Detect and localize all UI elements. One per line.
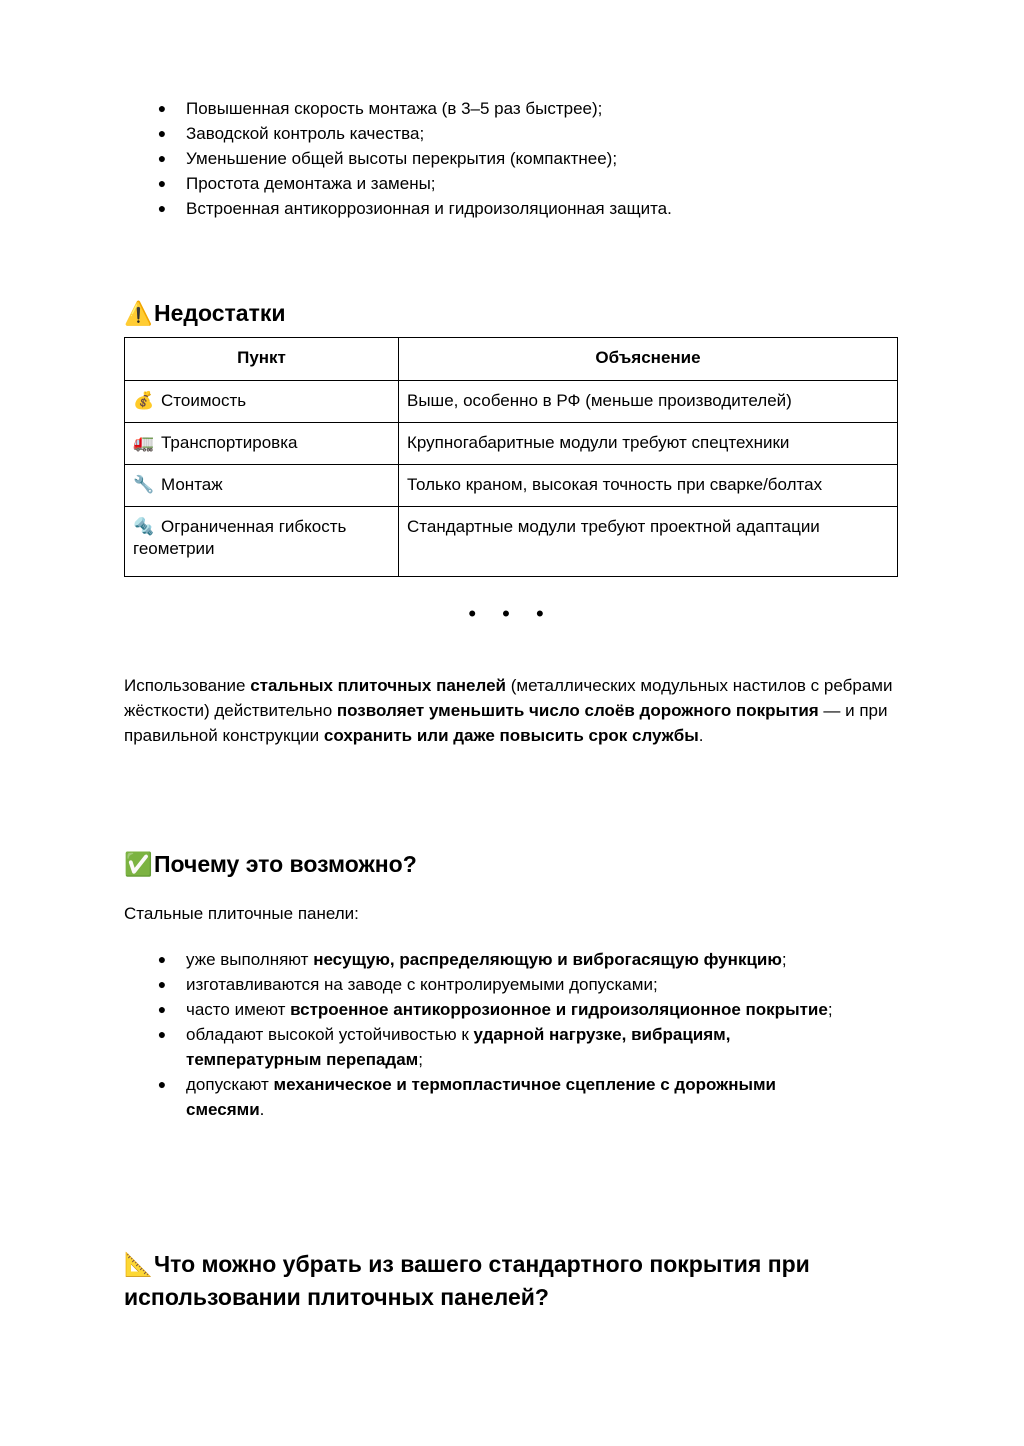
bullet-icon: ●	[157, 976, 167, 992]
table-row	[125, 465, 898, 507]
column-header-item: Пункт	[125, 338, 399, 381]
table-cell: Крупногабаритные модули требуют спецтехники	[399, 423, 898, 465]
bullet-icon: ●	[157, 100, 167, 116]
table-cell: 🔩 Ограниченная гибкость геометрии	[125, 507, 399, 577]
bullet-icon: ●	[157, 200, 167, 216]
table-cell: 🔧 Монтаж	[125, 465, 399, 507]
nut-and-bolt-icon: 🔩	[133, 517, 155, 536]
list-item: ● часто имеют встроенное антикоррозионное и гидроизоляционное покрытие;	[124, 997, 898, 1022]
list-item: ● Повышенная скорость монтажа (в 3–5 раз быстрее);	[124, 96, 672, 121]
why-list	[124, 947, 898, 1122]
table-header-row	[125, 338, 898, 381]
why-intro: Стальные плиточные панели:	[124, 904, 359, 923]
table-cell: Стандартные модули требуют проектной адаптации	[399, 507, 898, 577]
bullet-icon: ●	[157, 1026, 167, 1042]
cons-heading: ⚠️Недостатки	[124, 297, 286, 329]
bullet-icon: ●	[157, 951, 167, 967]
table-row	[125, 423, 898, 465]
advantages-list	[124, 96, 672, 221]
list-item: ● Уменьшение общей высоты перекрытия (компактнее);	[124, 146, 672, 171]
bullet-icon: ●	[157, 175, 167, 191]
list-item: ● обладают высокой устойчивостью к ударной нагрузке, вибрациям, температурным перепадам;	[124, 1022, 898, 1072]
table-cell: 💰 Стоимость	[125, 381, 399, 423]
triangular-ruler-icon: 📐	[124, 1251, 153, 1277]
bullet-icon: ●	[157, 1076, 167, 1092]
wrench-icon: 🔧	[133, 475, 155, 494]
list-item: ● Простота демонтажа и замены;	[124, 171, 672, 196]
truck-icon: 🚛	[133, 433, 155, 452]
table-cell: Только краном, высокая точность при сварке/болтах	[399, 465, 898, 507]
table-cell: 🚛 Транспортировка	[125, 423, 399, 465]
bullet-icon: ●	[157, 1001, 167, 1017]
why-heading: ✅Почему это возможно?	[124, 848, 417, 880]
table-row	[125, 507, 898, 577]
list-item: ● допускают механическое и термопластичное сцепление с дорожными смесями.	[124, 1072, 898, 1122]
bullet-icon: ●	[157, 125, 167, 141]
list-item: ● уже выполняют несущую, распределяющую и виброгасящую функцию;	[124, 947, 898, 972]
section-separator: • • •	[468, 601, 554, 626]
cons-table	[124, 337, 898, 577]
list-item: ● изготавливаются на заводе с контролируемыми допусками;	[124, 972, 898, 997]
list-item: ● Заводской контроль качества;	[124, 121, 672, 146]
money-bag-icon: 💰	[133, 391, 155, 410]
column-header-explanation: Объяснение	[399, 338, 898, 381]
table-cell: Выше, особенно в РФ (меньше производителей)	[399, 381, 898, 423]
what-heading: 📐Что можно убрать из вашего стандартного покрытия при использовании плиточных панелей?	[124, 1248, 898, 1314]
bullet-icon: ●	[157, 150, 167, 166]
list-item: ● Встроенная антикоррозионная и гидроизоляционная защита.	[124, 196, 672, 221]
warning-icon: ⚠️	[124, 300, 153, 326]
check-mark-icon: ✅	[124, 851, 153, 877]
table-row	[125, 381, 898, 423]
summary-paragraph: Использование стальных плиточных панелей (металлических модульных настилов с ребрами жёсткости) действительно позволяет уменьшить число слоёв дорожного покрытия — и при правильной конструкции сохранить или даже повысить срок службы.	[124, 676, 893, 745]
